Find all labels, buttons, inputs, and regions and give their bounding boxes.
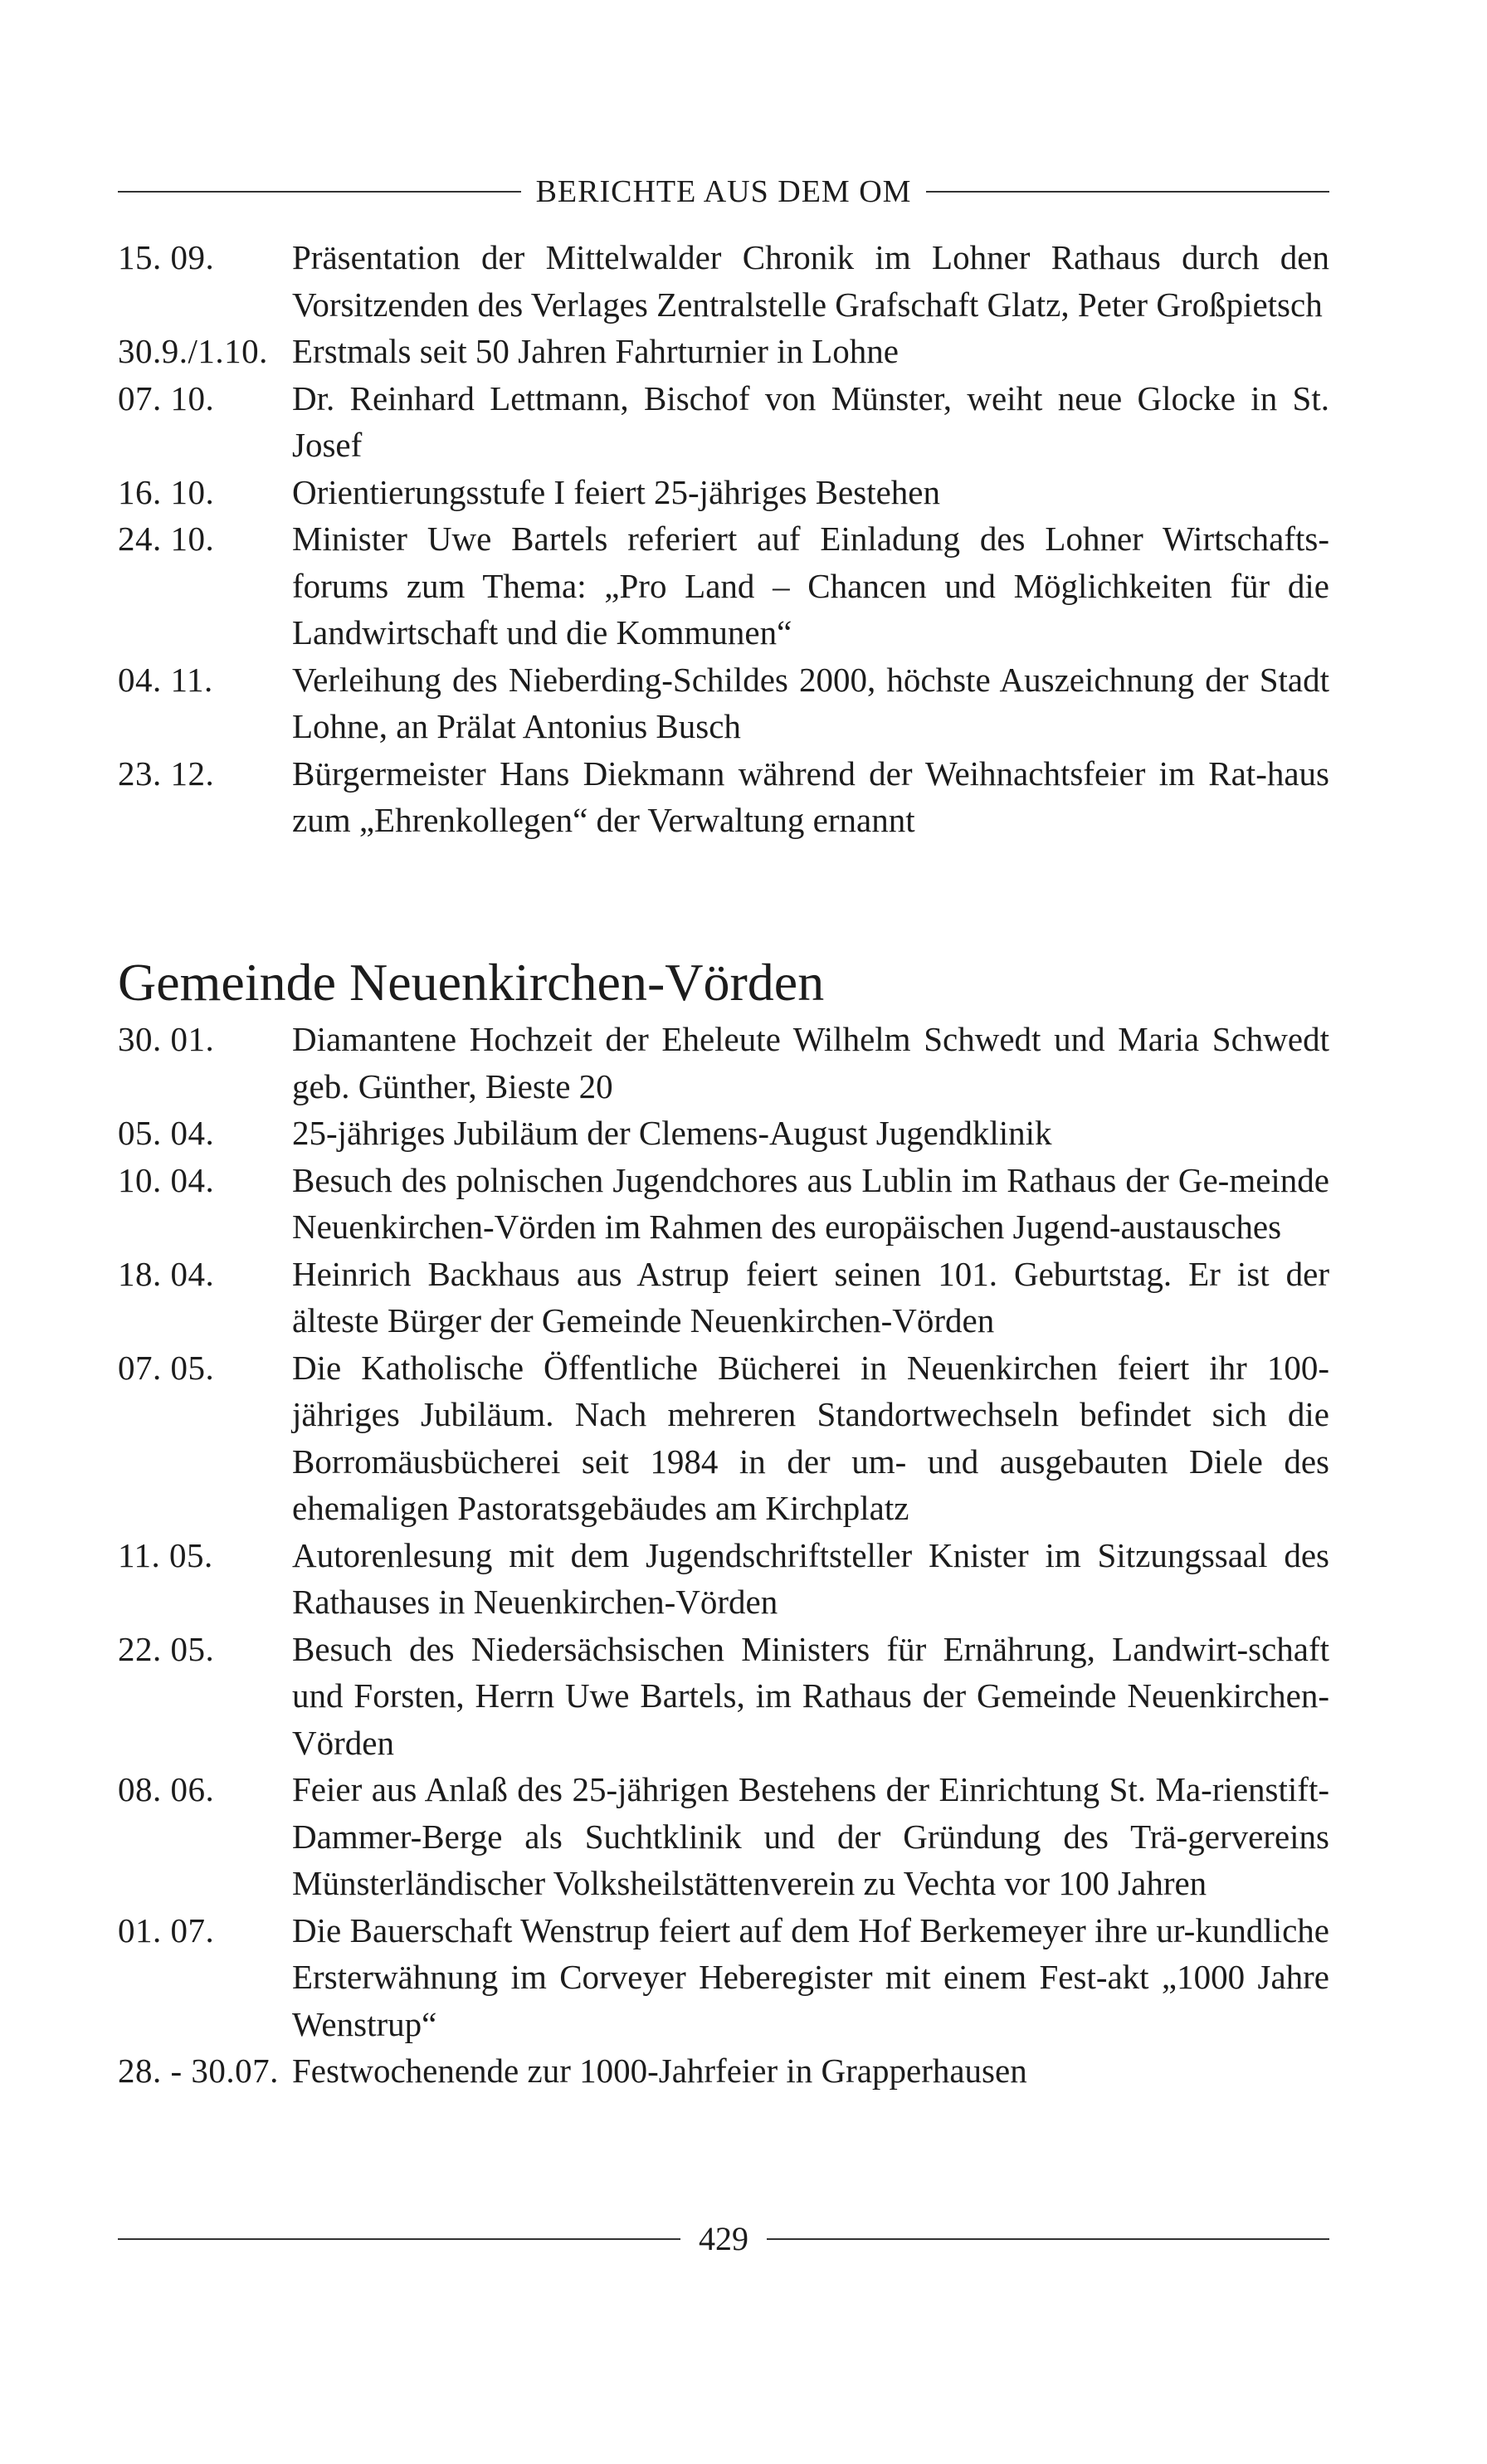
entry-text: Autorenlesung mit dem Jugendschriftsteller Knister im Sitzungssaal des Rathauses in Neuenkirchen-Vörden [292,1535,1329,1621]
entry-date: 23. 12. [118,754,215,793]
entry-date: 15. 09. [118,238,215,276]
entry-text: Feier aus Anlaß des 25-jährigen Bestehens der Einrichtung St. Ma-rienstift-Dammer-Berge als Suchtklinik und der Gründung des Trä-gervereins Münsterländischer Volksheilstättenverein zu Vechta vor 100 Jahren [292,1770,1329,1902]
chronicle-entry [118,328,1329,375]
entry-date: 07. 10. [118,378,215,417]
entry-text: Heinrich Backhaus aus Astrup feiert seinen 101. Geburtstag. Er ist der älteste Bürger der Gemeinde Neuenkirchen-Vörden [292,1254,1329,1339]
footer-rule-left [118,2238,680,2240]
entry-text: Verleihung des Nieberding-Schildes 2000, höchste Auszeichnung der Stadt Lohne, an Prälat Antonius Busch [292,660,1329,745]
chronicle-entry [118,234,1329,328]
page-footer [118,2222,1329,2256]
entry-date: 04. 11. [118,660,213,699]
entry-text: Bürgermeister Hans Diekmann während der Weihnachtsfeier im Rat-haus zum „Ehrenkollegen“ der Verwaltung ernannt [292,754,1329,839]
chronicle-list-lohne [118,234,1329,844]
entry-date: 22. 05. [118,1629,215,1668]
entry-text: Die Bauerschaft Wenstrup feiert auf dem Hof Berkemeyer ihre ur-kundliche Ersterwähnung im Corveyer Heberegister mit einem Fest-akt „1000 Jahre Wenstrup“ [292,1910,1329,2043]
entry-date: 01. 07. [118,1910,215,1949]
entry-text: Präsentation der Mittelwalder Chronik im Lohner Rathaus durch den Vorsitzenden des Verlages Zentralstelle Grafschaft Glatz, Peter Großpietsch [292,238,1329,324]
chronicle-entry [118,375,1329,469]
entry-text: Minister Uwe Bartels referiert auf Einladung des Lohner Wirtschafts-forums zum Thema: „Pro Land – Chancen und Möglichkeiten für die Landwirtschaft und die Kommunen“ [292,520,1329,651]
entry-text: Die Katholische Öffentliche Bücherei in Neuenkirchen feiert ihr 100-jähriges Jubiläum. Nach mehreren Standortwechseln befindet sich die Borromäusbücherei seit 1984 in der um- und ausgebauten Diele des ehemaligen Pastoratsgebäudes am Kirchplatz [292,1348,1329,1527]
chronicle-entry [118,656,1329,750]
footer-rule-right [767,2238,1329,2240]
entry-text: Dr. Reinhard Lettmann, Bischof von Münster, weiht neue Glocke in St. Josef [292,378,1329,464]
running-head-title: BERICHTE AUS DEM OM [535,174,912,209]
chronicle-entry [118,469,1329,516]
chronicle-entry [118,515,1329,656]
chronicle-entry [118,1016,1329,1110]
chronicle-entry [118,1766,1329,1907]
chronicle-entry [118,1626,1329,1767]
chronicle-section-neuenkirchen [118,951,1329,2095]
chronicle-entry [118,1251,1329,1344]
entry-date: 07. 05. [118,1348,215,1387]
chronicle-entry [118,1532,1329,1626]
header-rule-left [118,191,521,193]
entry-text: Besuch des Niedersächsischen Ministers für Ernährung, Landwirt-schaft und Forsten, Herrn Uwe Bartels, im Rathaus der Gemeinde Neuenkirchen-Vörden [292,1629,1329,1762]
chronicle-entry [118,1110,1329,1157]
entry-text: Orientierungsstufe I feiert 25-jähriges Bestehen [292,472,941,511]
header-rule-right [926,191,1329,193]
entry-date: 30. 01. [118,1020,215,1058]
entry-date: 11. 05. [118,1535,213,1574]
entry-text: Festwochenende zur 1000-Jahrfeier in Grapperhausen [292,2052,1027,2090]
entry-text: Besuch des polnischen Jugendchores aus Lublin im Rathaus der Ge-meinde Neuenkirchen-Vörden im Rahmen des europäischen Jugend-austausches [292,1160,1329,1246]
entry-date: 16. 10. [118,472,215,511]
entry-date: 30.9./1.10. [118,332,268,370]
entry-date: 08. 06. [118,1770,215,1808]
entry-date: 18. 04. [118,1254,215,1293]
chronicle-entry [118,750,1329,844]
entry-date: 05. 04. [118,1114,215,1152]
chronicle-entry [118,1157,1329,1251]
entry-date: 10. 04. [118,1160,215,1199]
entry-text: 25-jähriges Jubiläum der Clemens-August Jugendklinik [292,1114,1052,1152]
chronicle-entry [118,1907,1329,2048]
running-header [118,176,1329,207]
page-number: 429 [699,2220,748,2257]
chronicle-entry [118,2047,1329,2095]
entry-date: 24. 10. [118,520,215,558]
entry-text: Diamantene Hochzeit der Eheleute Wilhelm Schwedt und Maria Schwedt geb. Günther, Bieste 20 [292,1020,1329,1105]
chronicle-entry [118,1344,1329,1532]
entry-text: Erstmals seit 50 Jahren Fahrturnier in Lohne [292,332,899,370]
entry-date: 28. - 30.07. [118,2052,279,2090]
section-heading: Gemeinde Neuenkirchen-Vörden [118,953,825,1012]
